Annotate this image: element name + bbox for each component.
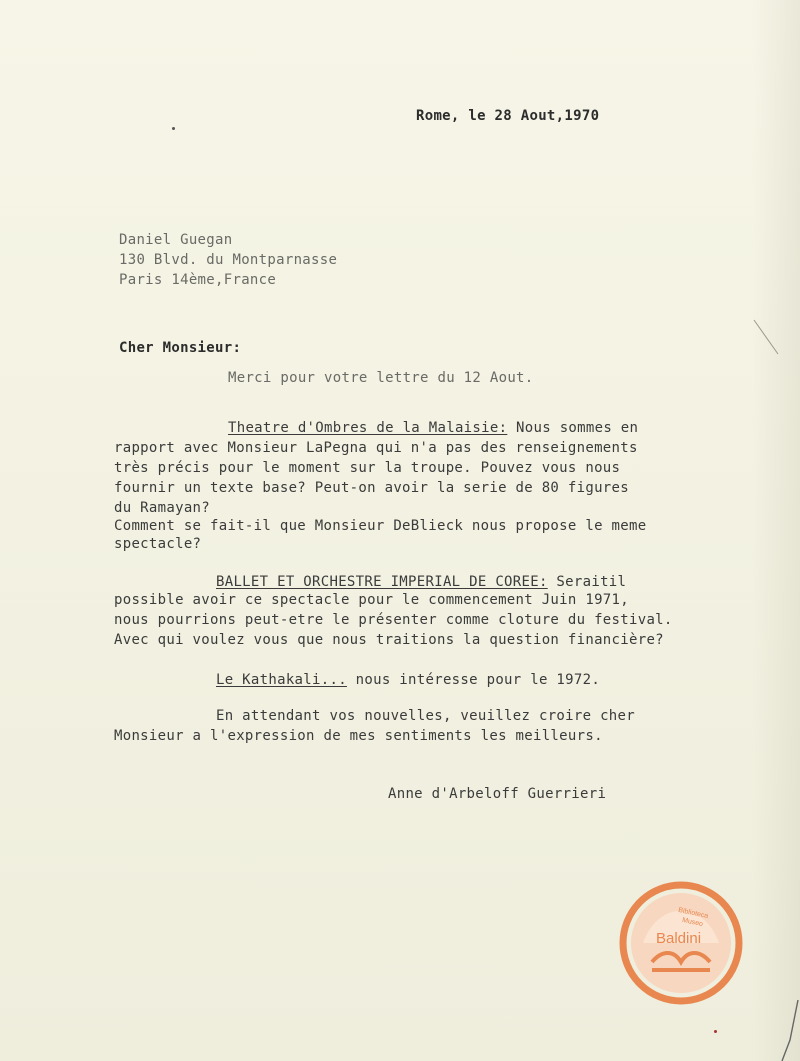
- paragraph-malaisie-line4: fournir un texte base? Peut-on avoir la serie de 80 figures: [114, 480, 629, 496]
- kathakali-heading: Le Kathakali...: [216, 672, 347, 688]
- stamp-brand: Baldini: [656, 930, 702, 947]
- paragraph-coree-line1: [216, 574, 626, 590]
- edge-tear-mark: [780, 1000, 800, 1061]
- paragraph-malaisie-line7: spectacle?: [114, 536, 202, 552]
- paragraph-thanks: Merci pour votre lettre du 12 Aout.: [228, 370, 534, 386]
- baldini-library-stamp: [618, 880, 744, 1006]
- paragraph-malaisie-line6: Comment se fait-il que Monsieur DeBlieck nous propose le meme: [114, 518, 647, 534]
- date-line: Rome, le 28 Aout,1970: [416, 108, 600, 124]
- paragraph-malaisie-line5: du Ramayan?: [114, 500, 211, 516]
- kathakali-rest: nous intéresse pour le 1972.: [346, 672, 601, 688]
- paragraph-malaisie-line1: [228, 420, 638, 436]
- closing-line1: En attendant vos nouvelles, veuillez croire cher: [216, 708, 635, 724]
- salutation: Cher Monsieur:: [119, 340, 242, 356]
- paper-speck: [714, 1030, 717, 1033]
- paragraph-malaisie-line3: très précis pour le moment sur la troupe. Pouvez vous nous: [114, 460, 621, 476]
- malaisie-heading: Theatre d'Ombres de la Malaisie:: [228, 420, 508, 436]
- addressee-city: Paris 14ème,France: [119, 272, 277, 288]
- paragraph-coree-line3: nous pourrions peut-etre le présenter comme cloture du festival.: [114, 612, 673, 628]
- malaisie-line1-rest: Nous sommes en: [507, 420, 639, 436]
- paragraph-coree-line4: Avec qui voulez vous que nous traitions la question financière?: [114, 632, 664, 648]
- stamp-line1: Biblioteca: [677, 906, 709, 921]
- paragraph-kathakali: [216, 672, 600, 688]
- closing-line2: Monsieur a l'expression de mes sentiments les meilleurs.: [114, 728, 603, 744]
- signature: Anne d'Arbeloff Guerrieri: [388, 786, 607, 802]
- paragraph-coree-line2: possible avoir ce spectacle pour le commencement Juin 1971,: [114, 592, 629, 608]
- paper-edge-shadow: [752, 0, 800, 1061]
- paragraph-malaisie-line2: rapport avec Monsieur LaPegna qui n'a pas des renseignements: [114, 440, 638, 456]
- coree-line1-rest: Seraitil: [547, 574, 627, 590]
- pencil-mark: [752, 318, 782, 358]
- paper-speck: [172, 127, 175, 130]
- addressee-name: Daniel Guegan: [119, 232, 233, 248]
- coree-heading: BALLET ET ORCHESTRE IMPERIAL DE COREE:: [216, 574, 548, 590]
- addressee-street: 130 Blvd. du Montparnasse: [119, 252, 338, 268]
- stamp-line2: Museo: [681, 916, 704, 929]
